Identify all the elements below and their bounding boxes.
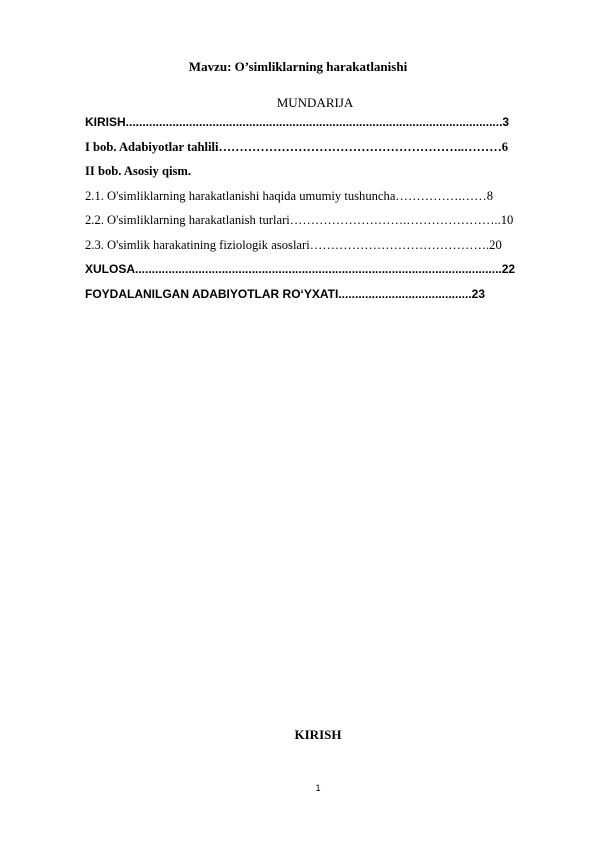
toc-entry: 2.1. O'simliklarning harakatlanishi haqida umumiy tushuncha…………….……8 — [85, 188, 494, 203]
toc-heading: MUNDARIJA — [276, 95, 354, 110]
toc-entry: KIRISH.................................................................................................................3 — [85, 115, 510, 129]
table-of-contents — [85, 112, 555, 308]
toc-entry: FOYDALANILGAN ADABIYOTLAR RO‘YXATI........................................23 — [85, 286, 486, 301]
toc-entry: XULOSA..............................................................................................................22 — [85, 262, 516, 276]
toc-entry: I bob. Adabiyotlar tahlili…………………………………………………..………6 — [85, 139, 509, 154]
toc-entry: II bob. Asosiy qism. — [85, 164, 192, 178]
toc-entry: 2.2. O'simliklarning harakatlanish turlari……………………….…………………..10 — [85, 213, 514, 227]
section-heading: KIRISH — [294, 727, 342, 742]
toc-entry: 2.3. O'simlik harakatining fiziologik asoslari…………………………………….20 — [85, 237, 502, 252]
page-number: 1 — [315, 783, 321, 793]
document-title: Mavzu: O’simliklarning harakatlanishi — [188, 59, 408, 74]
